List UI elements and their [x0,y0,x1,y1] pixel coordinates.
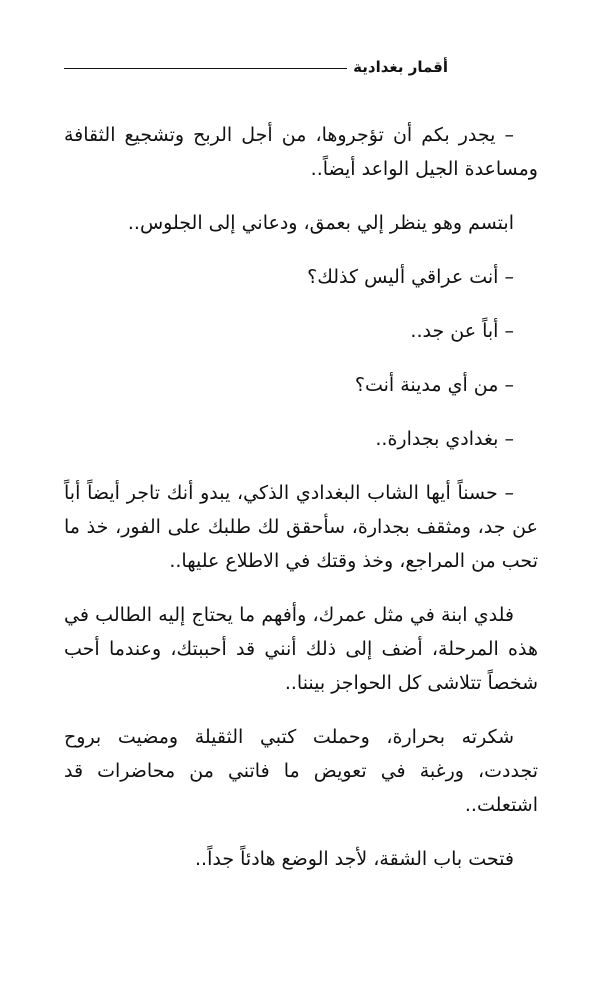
paragraph: – أباً عن جد.. [410,320,514,342]
book-title: أقمار بغدادية [353,58,448,76]
running-header [64,58,448,76]
paragraph: ابتسم وهو ينظر إلي بعمق، ودعاني إلى الجلوس.. [127,212,514,234]
paragraph: فلدي ابنة في مثل عمرك، وأفهم ما يحتاج إليه الطالب في هذه المرحلة، أضف إلى ذلك أنني قد أحببتك، وعندما أحب شخصاً تتلاشى كل الحواجز بيننا.. [64,604,538,694]
paragraph: – حسناً أيها الشاب البغدادي الذكي، يبدو أنك تاجر أيضاً أباً عن جد، ومثقف بجدارة، سأحقق لك طلبك على الفور، خذ ما تحب من المراجع، وخذ وقتك في الاطلاع عليها.. [64,482,538,572]
paragraph: – يجدر بكم أن تؤجروها، من أجل الربح وتشجيع الثقافة ومساعدة الجيل الواعد أيضاً.. [64,124,538,180]
paragraph: فتحت باب الشقة، لأجد الوضع هادئاً جداً.. [195,848,514,870]
body-text [64,118,538,896]
paragraph: – بغدادي بجدارة.. [375,428,514,450]
paragraph: – من أي مدينة أنت؟ [354,374,514,396]
paragraph: – أنت عراقي أليس كذلك؟ [307,266,514,288]
paragraph: شكرته بحرارة، وحملت كتبي الثقيلة ومضيت بروح تجددت، ورغبة في تعويض ما فاتني من محاضرات قد اشتعلت.. [64,726,538,816]
header-rule [64,68,347,69]
